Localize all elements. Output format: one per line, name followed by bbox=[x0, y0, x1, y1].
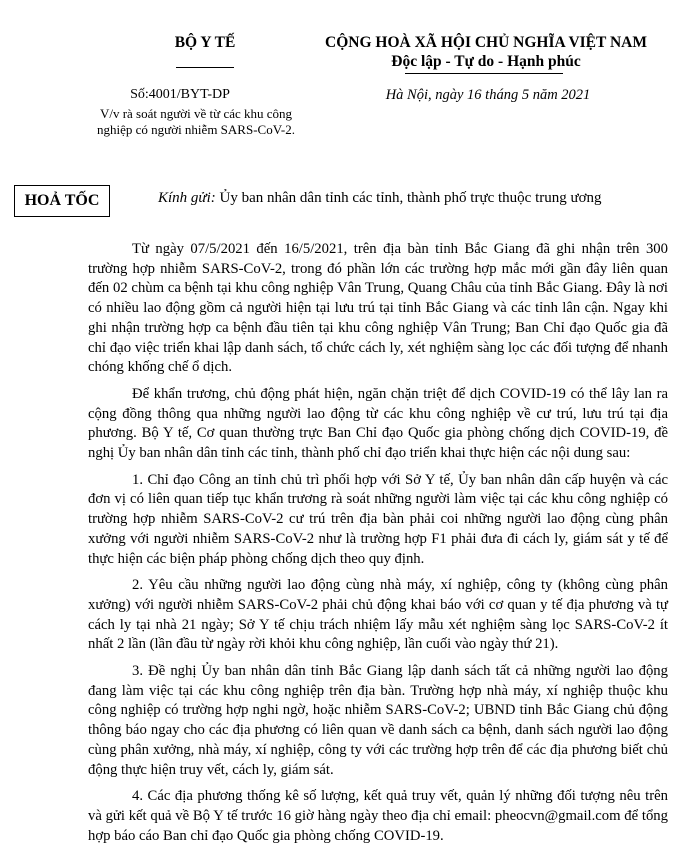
document-body bbox=[88, 240, 668, 846]
body-paragraph: 2. Yêu cầu những người lao động cùng nhà máy, xí nghiệp, công ty (không cùng phân xưởng) với người nhiễm SARS-CoV-2 phải chủ động khai báo với cơ quan y tế địa phương và tự cách ly tại nhà 21 ngày; Sở Y tế chịu trách nhiệm lấy mẫu xét nghiệm sàng lọc SARS-CoV-2 ít nhất 2 lần (lần đầu từ ngày rời khỏi khu công nghiệp, lần cuối vào ngày thứ 21). bbox=[88, 577, 668, 653]
body-paragraph: 4. Các địa phương thống kê số lượng, kết quả truy vết, quản lý những đối tượng nêu trên và gửi kết quả về Bộ Y tế trước 16 giờ hàng ngày theo địa chỉ email: pheocvn@gmail.com để tổng hợp báo cáo Ban chỉ đạo Quốc gia phòng chống COVID-19. bbox=[88, 788, 668, 844]
body-paragraph: 3. Đề nghị Ủy ban nhân dân tỉnh Bắc Giang lập danh sách tất cả những người lao động đang làm việc tại các khu công nghiệp trên địa bàn. Trường hợp nhà máy, xí nghiệp thuộc khu công nghiệp có trường hợp nghi ngờ, hoặc nhiễm SARS-CoV-2; UBND tỉnh Bắc Giang chủ động thông báo ngay cho các địa phương có liên quan về danh sách ca bệnh, danh sách người lao động cùng phân xưởng, nhà máy, xí nghiệp, công ty với các trường hợp trên để các địa phương biết chủ động thực hiện truy vết, cách ly, giám sát. bbox=[88, 663, 668, 778]
body-paragraph: Từ ngày 07/5/2021 đến 16/5/2021, trên địa bàn tỉnh Bắc Giang đã ghi nhận trên 300 trường hợp nhiễm SARS-CoV-2, trong đó phần lớn các trường hợp mắc mới gần đây liên quan đến 02 chùm ca bệnh tại khu công nghiệp Vân Trung, Quang Châu của tỉnh Bắc Giang. Đây là nơi có nhiều lao động gồm cả người hiện tại lưu trú tại tỉnh Bắc Giang và các tỉnh lân cận. Ngay khi ghi nhận trường hợp ca bệnh đầu tiên tại khu công nghiệp Vân Trung; Ban Chỉ đạo Quốc gia đã chỉ đạo việc triển khai lập danh sách, tổ chức cách ly, xét nghiệm sàng lọc các đối tượng để nhanh chóng khống chế ổ dịch. bbox=[88, 241, 668, 376]
document-subject: V/v rà soát người về từ các khu công nghiệp có người nhiễm SARS-CoV-2. bbox=[97, 106, 295, 137]
recipient-text: Ủy ban nhân dân tỉnh các tỉnh, thành phố trực thuộc trung ương bbox=[219, 190, 602, 206]
national-title: CỘNG HOÀ XÃ HỘI CHỦ NGHĨA VIỆT NAM bbox=[325, 34, 647, 51]
document-number: Số:4001/BYT-DP bbox=[130, 87, 230, 102]
organization-underline bbox=[176, 67, 234, 68]
recipient-line bbox=[158, 190, 678, 207]
body-paragraph: Để khẩn trương, chủ động phát hiện, ngăn chặn triệt để dịch COVID-19 có thể lây lan ra cộng đồng thông qua những người lao động từ các khu công nghiệp về cư trú, lưu trú tại địa phương. Bộ Y tế, Cơ quan thường trực Ban Chỉ đạo Quốc gia phòng chống dịch COVID-19, đề nghị Ủy ban nhân dân tỉnh các tỉnh, thành phố chỉ đạo triển khai thực hiện các nội dung sau: bbox=[88, 385, 668, 462]
body-paragraph: 1. Chỉ đạo Công an tỉnh chủ trì phối hợp với Sở Y tế, Ủy ban nhân dân cấp huyện và các đơn vị có liên quan tiếp tục khẩn trương rà soát những người làm việc tại các khu công nghiệp có trường hợp nhiễm SARS-CoV-2 cư trú trên địa bàn phải coi những người lao động cùng phân xưởng với người nhiễm SARS-CoV-2 như là trường hợp F1 phải đưa đi cách ly, giám sát y tế để thực hiện các biện pháp phòng chống dịch theo quy định. bbox=[88, 471, 668, 567]
recipient-prefix: Kính gửi: bbox=[158, 190, 216, 206]
place-and-date: Hà Nội, ngày 16 tháng 5 năm 2021 bbox=[385, 87, 591, 103]
issuing-organization: BỘ Y TẾ bbox=[174, 34, 236, 51]
urgency-stamp bbox=[14, 185, 110, 217]
national-motto: Độc lập - Tự do - Hạnh phúc bbox=[391, 53, 581, 70]
urgency-label: HOẢ TỐC bbox=[24, 192, 100, 209]
motto-underline bbox=[405, 73, 563, 74]
